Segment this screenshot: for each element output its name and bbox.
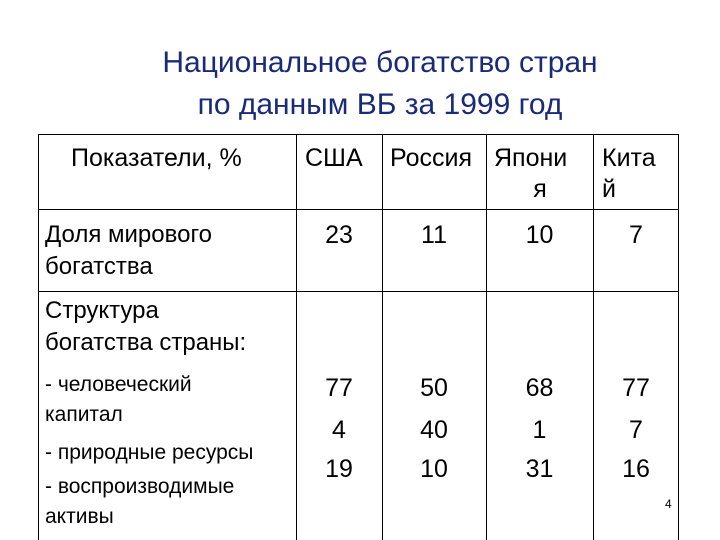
china-produced-assets: 16 <box>622 455 650 483</box>
russia-natural-resources: 40 <box>420 416 448 444</box>
usa-produced-assets: 19 <box>325 455 353 483</box>
title-line-1: Национальное богатство стран <box>162 46 598 79</box>
russia-human-capital: 50 <box>420 374 448 402</box>
japan-human-capital: 68 <box>525 374 554 402</box>
header-japan-part2: я <box>533 175 547 203</box>
wealth-table <box>38 134 679 540</box>
slide-title <box>0 42 720 126</box>
share-usa: 23 <box>325 221 353 249</box>
component-label: - воспроизводимые <box>45 475 235 498</box>
component-label: - человеческий <box>45 373 192 396</box>
row-label-structure-line2: богатства страны: <box>45 329 247 356</box>
china-human-capital: 77 <box>622 374 650 402</box>
component-label: капитал <box>45 403 123 426</box>
row-divider <box>39 209 678 210</box>
header-china-part2: й <box>602 175 616 203</box>
china-natural-resources: 7 <box>629 416 643 444</box>
header-usa: США <box>305 144 363 172</box>
header-china-part1: Кита <box>602 144 656 172</box>
share-russia: 11 <box>421 221 447 249</box>
usa-natural-resources: 4 <box>332 416 346 444</box>
row-label-share-line2: богатства <box>45 253 153 280</box>
share-japan: 10 <box>525 221 554 249</box>
title-line-2: по данным ВБ за 1999 год <box>197 88 563 121</box>
row-label-share-line1: Доля мирового <box>45 221 213 248</box>
share-china: 7 <box>629 221 643 249</box>
japan-produced-assets: 31 <box>525 455 554 483</box>
page-number: 4 <box>665 497 672 511</box>
russia-produced-assets: 10 <box>420 455 448 483</box>
header-japan-part1: Япони <box>494 144 568 172</box>
component-label: - природные ресурсы <box>45 441 254 464</box>
usa-human-capital: 77 <box>325 374 353 402</box>
japan-natural-resources: 1 <box>532 416 547 444</box>
row-label-structure-line1: Структура <box>45 297 159 324</box>
header-indicator: Показатели, % <box>71 144 242 172</box>
row-divider <box>39 291 678 292</box>
header-russia: Россия <box>390 144 472 172</box>
component-label: активы <box>45 505 114 528</box>
